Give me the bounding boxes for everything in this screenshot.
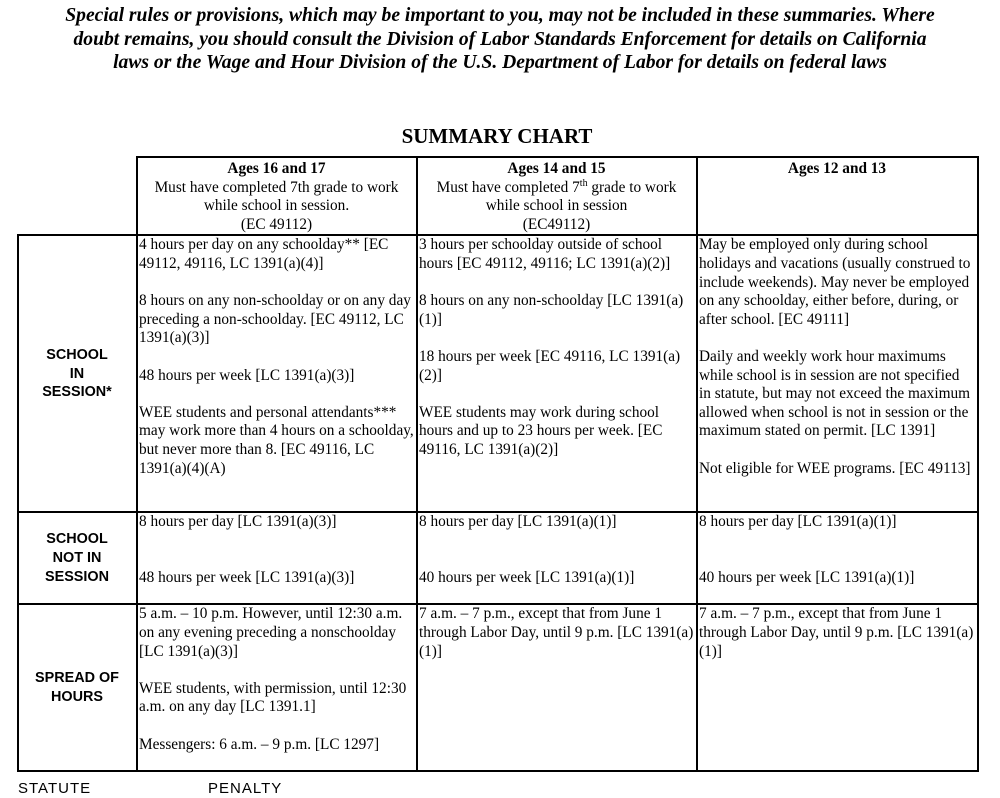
row-label-spread-of-hours [18,604,137,771]
cell-in-session-16-17 [137,235,417,512]
header-age-label: Ages 12 and 13 [787,160,887,177]
ordinal-superscript: th [579,177,588,189]
rule-text: 18 hours per week [EC 49116, LC 1391(a)(2)] [419,347,681,384]
rule-text: 40 hours per week [LC 1391(a)(1)] [419,569,635,587]
header-ages-12-13 [697,157,978,235]
rule-text: Daily and weekly work hour maximums while school is in session are not specified in statute, but may not exceed the maximum allowed when school is not in session or the maximum stated on permit. [LC 1391] [699,347,971,440]
rule-text: 8 hours per day [LC 1391(a)(3)] [139,513,337,531]
intro-line-3: laws or the Wage and Hour Division of the U.S. Department of Labor for details on federal laws [113,52,887,73]
header-age-label: Ages 16 and 17 [227,160,326,177]
cell-in-session-12-13 [697,235,978,512]
row-label-school-not-in-session [18,512,137,604]
cell-not-in-session-12-13 [697,512,978,604]
rule-text: Messengers: 6 a.m. – 9 p.m. [LC 1297] [139,735,380,753]
rule-text: 8 hours on any non-schoolday [LC 1391(a)(1)] [419,292,684,328]
row-spread-of-hours [18,604,978,771]
rule-text: 4 hours per day on any schoolday** [EC 49112, 49116, LC 1391(a)(4)] [139,236,389,272]
cell-spread-16-17 [137,604,417,771]
rule-text: 3 hours per schoolday outside of school hours [EC 49112, 49116; LC 1391(a)(2)] [419,236,671,272]
row-label-line: SESSION* [42,384,112,401]
cell-not-in-session-16-17 [137,512,417,604]
row-label-line: SESSION [45,568,109,585]
rule-text: 5 a.m. – 10 p.m. However, until 12:30 a.m. on any evening preceding a nonschoolday [LC 1391(a)(3)] [139,605,403,660]
rule-text: 8 hours on any non-schoolday or on any day preceding a non-schoolday. [EC 49112, LC 1391(a)(3)] [139,292,411,347]
row-label-line: IN [69,365,85,382]
rule-text: 7 a.m. – 7 p.m., except that from June 1 through Labor Day, until 9 p.m. [LC 1391(a)(1)] [699,605,974,660]
header-age-label: Ages 14 and 15 [507,160,606,177]
footer-statute-heading: STATUTE [18,780,92,797]
row-school-not-in-session [18,512,978,604]
cell-spread-14-15 [417,604,697,771]
rule-text: 8 hours per day [LC 1391(a)(1)] [419,513,617,531]
row-label-line: SCHOOL [46,531,108,548]
rule-text: Not eligible for WEE programs. [EC 49113] [699,459,971,477]
intro-line-2: doubt remains, you should consult the Division of Labor Standards Enforcement for details on California [73,28,927,50]
rule-text: WEE students, with permission, until 12:30 a.m. on any day [LC 1391.1] [139,679,407,716]
row-school-in-session [18,235,978,512]
header-note-part: grade to work [587,178,677,196]
cell-not-in-session-14-15 [417,512,697,604]
header-note: while school in session [485,197,628,215]
rule-text: 8 hours per day [LC 1391(a)(1)] [699,513,897,531]
corner-cell [18,157,137,235]
header-note: (EC49112) [522,215,591,233]
row-label-school-in-session [18,235,137,512]
row-label-line: HOURS [51,688,103,705]
rule-text: WEE students and personal attendants*** may work more than 4 hours on a schoolday, but never more than 8. [EC 49116, LC 1391(a)(4)(A) [139,403,414,477]
header-note [419,179,694,198]
header-note: (EC 49112) [240,215,313,233]
rule-text: 48 hours per week [LC 1391(a)(3)] [139,366,355,384]
intro-line-1: Special rules or provisions, which may be important to you, may not be included in these summaries. Where [65,5,935,26]
header-note: Must have completed 7th grade to work [154,178,399,196]
header-note-part: Must have completed 7 [436,178,580,196]
rule-text: 48 hours per week [LC 1391(a)(3)] [139,569,355,587]
header-row [18,157,978,235]
row-label-line: SCHOOL [46,346,108,363]
footer-penalty-heading: PENALTY [208,780,283,797]
summary-chart-table [17,156,979,772]
row-label-line: NOT IN [52,550,102,567]
rule-text: 40 hours per week [LC 1391(a)(1)] [699,569,915,587]
cell-spread-12-13 [697,604,978,771]
intro-note [0,4,1000,75]
cell-in-session-14-15 [417,235,697,512]
page-title: SUMMARY CHART [401,124,593,148]
rule-text: WEE students may work during school hours and up to 23 hours per week. [EC 49116, LC 1391(a)(2)] [419,403,663,458]
rule-text: 7 a.m. – 7 p.m., except that from June 1 through Labor Day, until 9 p.m. [LC 1391(a)(1)] [419,605,694,660]
header-ages-16-17 [137,157,417,235]
row-label-line: SPREAD OF [35,670,119,687]
header-note: while school in session. [203,197,350,215]
rule-text: May be employed only during school holidays and vacations (usually construed to include weekends). May never be employed on any schoolday, either before, during, or after school. [EC 49111] [699,236,971,328]
header-ages-14-15 [417,157,697,235]
